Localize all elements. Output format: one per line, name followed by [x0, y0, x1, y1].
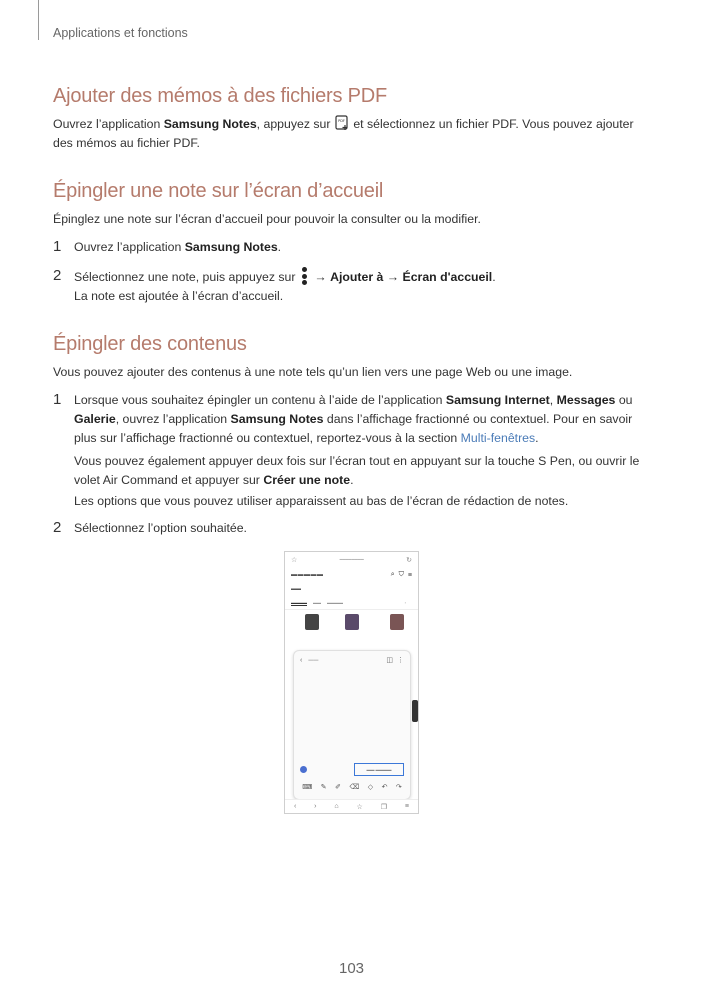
note-title-placeholder: ▬▬	[308, 657, 319, 663]
chevron-right-icon: ›	[404, 600, 406, 605]
keyboard-icon: ⌨	[302, 784, 313, 791]
note-toolbar	[294, 651, 410, 669]
margin-rule	[38, 0, 39, 40]
undo-icon: ↶	[381, 784, 388, 791]
bookmark-icon: ☆	[356, 803, 363, 811]
step-number: 2	[53, 519, 62, 536]
product-image	[305, 614, 319, 630]
add-link-option: ▬▬ ▬▬▬▬	[354, 763, 404, 776]
tab: ▬▬▬▬	[327, 600, 343, 605]
home-icon: ☆	[291, 557, 298, 564]
section-title-pdf-memos: Ajouter des mémos à des fichiers PDF	[53, 85, 388, 107]
page-number: 103	[338, 960, 365, 977]
cart-icon: ⛉	[398, 571, 404, 578]
step-number: 2	[53, 267, 62, 284]
step-number: 1	[53, 238, 62, 255]
back-icon: ‹	[293, 803, 297, 810]
product-image	[390, 614, 404, 630]
content	[53, 83, 653, 538]
step-paragraph: Les options que vous pouvez utiliser apparaissent au bas de l’écran de rédaction de notes.	[74, 494, 569, 508]
step-item	[53, 391, 653, 511]
pin-content-steps	[53, 391, 653, 538]
internet-icon	[300, 766, 307, 773]
step-item: 2 Sélectionnez une note, puis appuyez sur → Ajouter à → Écran d'accueil. La note est ajoutée à l’écran d’accueil.	[53, 267, 653, 306]
app-name: Samsung Notes	[184, 240, 278, 254]
popup-note-window	[293, 650, 411, 800]
step-paragraph: Lorsque vous souhaitez épingler un contenu à l’aide de l’application Samsung Internet, Messages ou Galerie, ouvrez l’application Samsung Notes dans l’affichage fractionné ou contextuel. Pour en savoir plus sur l’affichage fractionné ou contextuel, reportez-vous à la section Multi-fenêtres.	[74, 393, 633, 445]
tab: ▬▬▬▬	[291, 599, 307, 605]
step-paragraph: Vous pouvez également appuyer deux fois sur l’écran tout en appuyant sur la touche S Pen, ou ouvrir le volet Air Command et appuyer sur Créer une note.	[74, 454, 640, 487]
redo-icon: ↷	[395, 784, 402, 791]
pen-icon: ✎	[320, 784, 327, 791]
note-tools	[294, 779, 410, 795]
section-label: ▬▬	[291, 586, 301, 592]
eraser-icon: ⌫	[349, 784, 360, 791]
tab: ▬▬	[313, 600, 321, 605]
panel-handle	[412, 700, 418, 722]
menu-path-home-screen: Écran d'accueil	[402, 270, 493, 284]
brush-icon: ✐	[335, 784, 341, 791]
svg-text:PDF: PDF	[338, 119, 345, 123]
section-title-pin-note: Épingler une note sur l’écran d’accueil	[53, 180, 384, 202]
search-icon: ⌕	[390, 571, 395, 578]
more-options-icon	[301, 267, 309, 285]
site-header	[285, 568, 418, 582]
phone-screenshot	[284, 551, 419, 814]
product-image	[345, 614, 359, 630]
back-icon: ‹	[300, 656, 303, 664]
pdf-add-icon	[335, 115, 349, 131]
step-number: 1	[53, 391, 62, 408]
pin-note-steps	[53, 238, 653, 306]
menu-path-add-to: Ajouter à	[330, 270, 384, 284]
note-link-row	[294, 761, 410, 777]
product-strip	[285, 610, 418, 632]
section-pin-note-intro: Épinglez une note sur l’écran d’accueil pour pouvoir la consulter ou la modifier.	[53, 212, 481, 226]
app-name: Samsung Notes	[163, 117, 257, 131]
section-pdf-paragraph: Ouvrez l’application Samsung Notes, appuyez sur PDF et sélectionnez un fichier PDF. Vous pouvez ajouter des mémos au fichier PDF.	[53, 117, 634, 150]
home-icon: ⌂	[334, 803, 339, 810]
running-header: Applications et fonctions	[53, 26, 188, 40]
section-title-pin-content: Épingler des contenus	[53, 333, 247, 355]
section-pin-content-intro: Vous pouvez ajouter des contenus à une note tels qu’un lien vers une page Web ou une image.	[53, 365, 573, 379]
view-icon: ◫	[386, 657, 393, 664]
shape-icon: ◇	[367, 784, 374, 791]
step-item: 2 Sélectionnez l’option souhaitée.	[53, 519, 247, 536]
browser-bar	[285, 552, 418, 568]
refresh-icon: ↻	[406, 557, 412, 564]
menu-icon: ≡	[404, 803, 409, 810]
forward-icon: ›	[314, 803, 317, 810]
more-icon: ⋮	[397, 657, 404, 664]
step-item: 1 Ouvrez l’application Samsung Notes.	[53, 238, 282, 255]
step-result: La note est ajoutée à l’écran d’accueil.	[74, 289, 284, 303]
multi-window-link[interactable]: Multi-fenêtres	[460, 431, 536, 445]
tabs-icon: ❐	[380, 803, 387, 811]
brand-logo: ▬▬▬▬▬	[291, 572, 324, 578]
browser-nav	[285, 799, 418, 813]
menu-icon: ≡	[407, 571, 412, 579]
category-tabs	[285, 596, 418, 610]
url-field-placeholder: ━━━━━━━━	[339, 557, 364, 563]
